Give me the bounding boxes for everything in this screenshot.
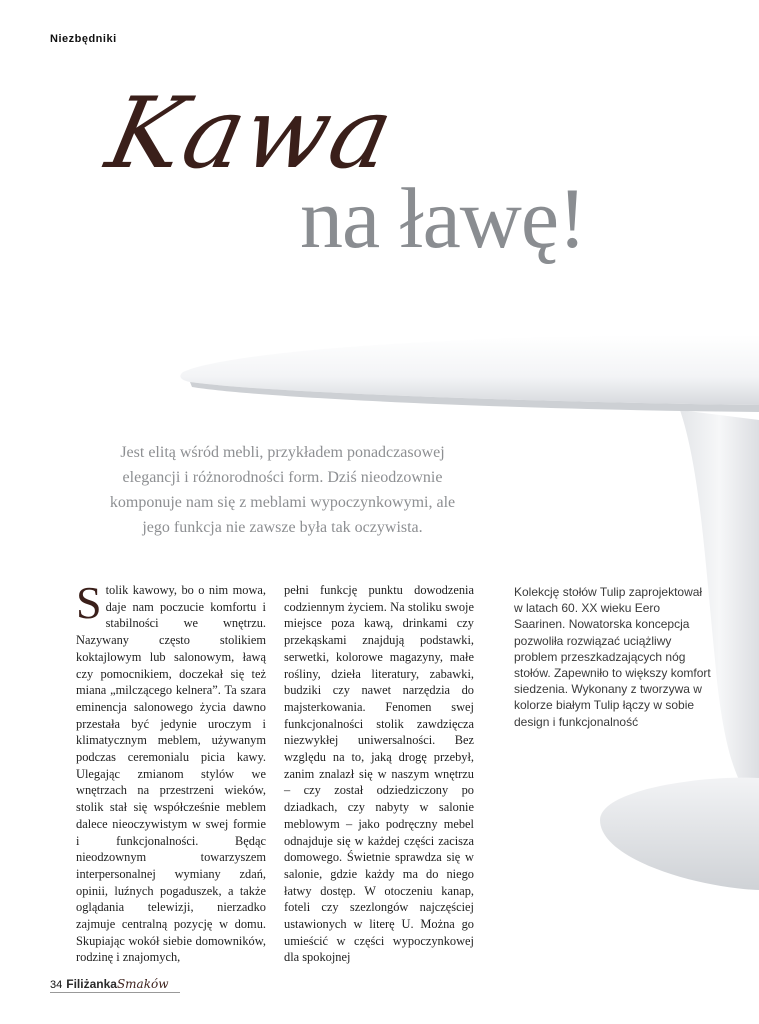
body-column-1-text: tolik kawowy, bo o nim mowa, daje nam poczucie komfortu i stabilności we wnętrzu. Nazywany często stolikiem koktajlowym lub salonowym, ławą czy pomocnikiem, doczekał się też miana „milczącego kelnera”. Ta szara eminencja salonowego życia dawno przestała być jedynie uroczym i klimatycznym meblem, używanym podczas ceremonialu picia kawy. Ulegając zmianom stylów we wnętrzach na przestrzeni wieków, stolik stał się współcześnie meblem dalece nieoczywistym w swej formie i funkcjonalności. Będąc nieodzownym towarzyszem interpersonalnej wymiany zdań, opinii, luźnych pogaduszek, a także oglądania telewizji, nierzadko zajmuje centralną pozycję w domu. Skupiając wokół siebie domowników, rodzinę i znajomych, (76, 583, 266, 965)
footer-rule (50, 992, 180, 993)
table-base (600, 778, 759, 890)
page-number: 34 (50, 979, 63, 991)
title-script: Kawa (97, 77, 405, 191)
lead-paragraph: Jest elitą wśród mebli, przykładem ponadczasowej elegancji i różnorodności form. Dziś nieodzownie komponuje nam się z meblami wypoczynkowymi, ale jego funkcja nie zawsze była tak oczywista. (109, 444, 456, 536)
title-subtitle: na ławę! (300, 170, 586, 266)
body-column-1 (76, 577, 266, 966)
magazine-brand-script: Smaków (116, 977, 169, 991)
section-label: Niezbędniki (50, 33, 117, 45)
dropcap: S (76, 577, 102, 628)
magazine-brand: Filiżanka (66, 977, 117, 991)
image-caption: Kolekcję stołów Tulip zaprojektował w latach 60. XX wieku Eero Saarinen. Nowatorska koncepcja pozwoliła rozwiązać uciążliwy problem przeszkadzających nóg stołów. Zapewniło to większy komfort siedzenia. Wykonany z tworzywa w kolorze białym Tulip łączy w sobie design i funkcjonalność (514, 585, 711, 729)
body-column-2: pełni funkcję punktu dowodzenia codziennym życiem. Na stoliku swoje miejsce poza kawą, drinkami czy przekąskami znajdują podstawki, serwetki, kolorowe magazyny, małe rośliny, dzieła literatury, zabawki, budziki czy nawet narzędzia do majsterkowania. Fenomen swej funkcjonalności stolik zawdzięcza niezwykłej uniwersalności. Bez względu na to, jaką drogę przebył, zanim znalazł się w naszym wnętrzu – czy został odziedziczony po dziadkach, czy nabyty w salonie meblowym – jako podręczny mebel odnajduje się w każdej części zacisza domowego. Świetnie sprawdza się w salonie, gdzie każdy ma do niego łatwy dostęp. W otoczeniu kanap, foteli czy szezlongów najczęściej ustawionych w literę U. Można go umieścić w części wypoczynkowej dla spokojnej (284, 583, 474, 965)
page-footer (50, 977, 168, 991)
